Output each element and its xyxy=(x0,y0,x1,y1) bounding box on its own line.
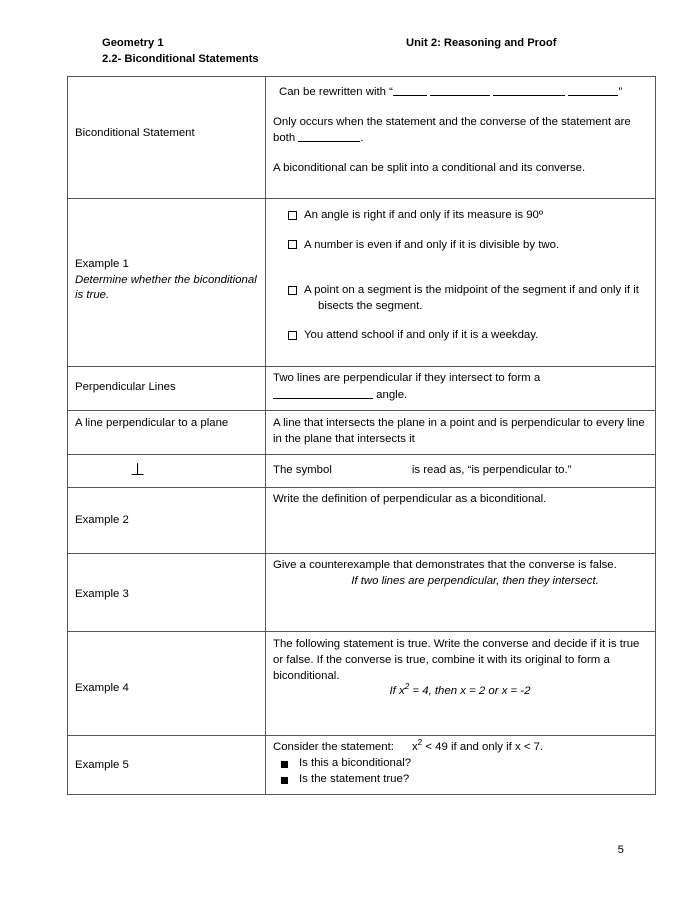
definition-cell-example-2 xyxy=(266,488,656,554)
term-cell-example-5 xyxy=(68,736,266,795)
blank-field[interactable] xyxy=(568,84,618,96)
checkbox-icon[interactable] xyxy=(288,240,297,249)
definition-cell-example-1 xyxy=(266,199,656,367)
list-item[interactable] xyxy=(288,328,647,344)
section-title: 2.2- Biconditional Statements xyxy=(102,52,259,65)
blank-field[interactable] xyxy=(393,84,427,96)
perp-angle-text: angle. xyxy=(373,388,408,401)
term-cell-perpendicular-symbol xyxy=(68,455,266,488)
list-item xyxy=(273,772,647,788)
example-5-question-list xyxy=(273,756,647,787)
term-cell-example-2 xyxy=(68,488,266,554)
table-row xyxy=(68,455,656,488)
page-footer xyxy=(0,844,624,856)
example-4-statement-post: = 4, then x = 2 or x = -2 xyxy=(409,685,531,698)
definition-text: A line that intersects the plane in a point and is perpendicular to every line in the plane that intersects it xyxy=(273,417,645,445)
checkbox-icon[interactable] xyxy=(288,286,297,295)
bicond-occurs-line xyxy=(273,115,647,147)
bicond-rewrite-line xyxy=(273,84,647,101)
definition-cell-example-5 xyxy=(266,736,656,795)
perp-definition-line-2 xyxy=(273,387,647,404)
blank-field[interactable] xyxy=(350,463,412,474)
checklist-text: An angle is right if and only if its measure is 90º xyxy=(304,209,544,221)
table-row xyxy=(68,632,656,736)
checkbox-icon[interactable] xyxy=(288,211,297,220)
blank-field[interactable] xyxy=(493,84,565,96)
definition-cell-perpendicular-lines xyxy=(266,367,656,411)
biconditional-checklist xyxy=(288,208,647,344)
definition-text: Give a counterexample that demonstrates that the converse is false. xyxy=(273,559,617,572)
unit-title: Unit 2: Reasoning and Proof xyxy=(406,37,557,49)
symbol-read-suffix: is read as, “is perpendicular to.” xyxy=(411,464,572,477)
table-row xyxy=(68,199,656,367)
checklist-text: A point on a segment is the midpoint of the segment if and only if it bisects the segment. xyxy=(304,284,639,312)
example-3-statement: If two lines are perpendicular, then they intersect. xyxy=(351,574,599,587)
definition-cell-biconditional xyxy=(266,77,656,199)
table-row xyxy=(68,488,656,554)
checkbox-icon[interactable] xyxy=(288,331,297,340)
term-label: A line perpendicular to a plane xyxy=(75,417,229,430)
square-bullet-icon xyxy=(281,777,288,784)
table-row xyxy=(68,736,656,795)
header-top-row xyxy=(102,36,655,52)
table-row xyxy=(68,554,656,632)
example-1-label: Example 1 xyxy=(75,258,129,270)
bicond-occurs-prefix: Only occurs when the statement and the converse of the statement are both xyxy=(273,115,631,145)
term-cell-perpendicular-lines xyxy=(68,367,266,411)
exponent: 2 xyxy=(404,682,410,692)
list-item[interactable] xyxy=(288,208,647,224)
example-2-label: Example 2 xyxy=(75,514,129,527)
term-label: Perpendicular Lines xyxy=(75,381,176,393)
term-cell-line-perpendicular-plane xyxy=(68,411,266,455)
example-4-statement xyxy=(273,684,647,700)
definition-cell-line-perpendicular-plane xyxy=(266,411,656,455)
bicond-rewrite-prefix: Can be rewritten with “ xyxy=(279,86,393,98)
list-item xyxy=(273,756,647,772)
square-bullet-icon xyxy=(281,761,288,768)
checklist-text: You attend school if and only if it is a weekday. xyxy=(304,329,539,342)
definition-text: Write the definition of perpendicular as a biconditional. xyxy=(273,493,547,506)
table-row xyxy=(68,411,656,455)
example-5-statement-line xyxy=(273,740,647,756)
definition-cell-example-3 xyxy=(266,554,656,632)
page-header xyxy=(102,36,655,67)
list-item[interactable] xyxy=(288,283,647,314)
term-cell-example-4 xyxy=(68,632,266,736)
example-1-instruction: Determine whether the biconditional is true. xyxy=(75,273,257,302)
question-text: Is the statement true? xyxy=(299,772,410,785)
question-text: Is this a biconditional? xyxy=(299,756,412,769)
table-row xyxy=(68,367,656,411)
example-5-label: Example 5 xyxy=(75,759,129,772)
term-cell-example-3 xyxy=(68,554,266,632)
definition-cell-example-4 xyxy=(266,632,656,736)
list-item[interactable] xyxy=(288,238,647,254)
term-cell-biconditional xyxy=(68,77,266,199)
bicond-split-line: A biconditional can be split into a conditional and its converse. xyxy=(273,161,586,174)
example-5-math-pre: x xyxy=(411,741,418,754)
example-5-prefix: Consider the statement: xyxy=(273,741,394,754)
checklist-text: A number is even if and only if it is divisible by two. xyxy=(304,238,560,251)
symbol-read-prefix: The symbol xyxy=(273,464,332,477)
course-title: Geometry 1 xyxy=(102,37,164,49)
example-4-label: Example 4 xyxy=(75,682,129,695)
blank-field[interactable] xyxy=(298,130,360,142)
example-5-math-post: < 49 if and only if x < 7. xyxy=(422,741,544,754)
blank-field[interactable] xyxy=(430,84,490,96)
term-cell-example-1 xyxy=(68,199,266,367)
notes-table xyxy=(67,76,656,795)
example-3-label: Example 3 xyxy=(75,588,129,601)
exponent: 2 xyxy=(417,738,423,748)
page-number: 5 xyxy=(617,844,624,856)
blank-field[interactable] xyxy=(273,387,373,399)
perp-definition-line-1: Two lines are perpendicular if they intersect to form a xyxy=(273,372,541,384)
bicond-occurs-suffix: . xyxy=(360,132,364,145)
bicond-rewrite-suffix: ” xyxy=(618,86,623,98)
table-row xyxy=(68,77,656,199)
example-4-statement-pre: If x xyxy=(389,685,405,698)
perpendicular-symbol-icon: ⊥ xyxy=(130,460,145,481)
definition-text: The following statement is true. Write the converse and decide if it is true or false. If the converse is true, combine it with its original to form a biconditional. xyxy=(273,638,640,682)
definition-cell-perpendicular-symbol xyxy=(266,455,656,488)
term-label: Biconditional Statement xyxy=(75,127,195,139)
